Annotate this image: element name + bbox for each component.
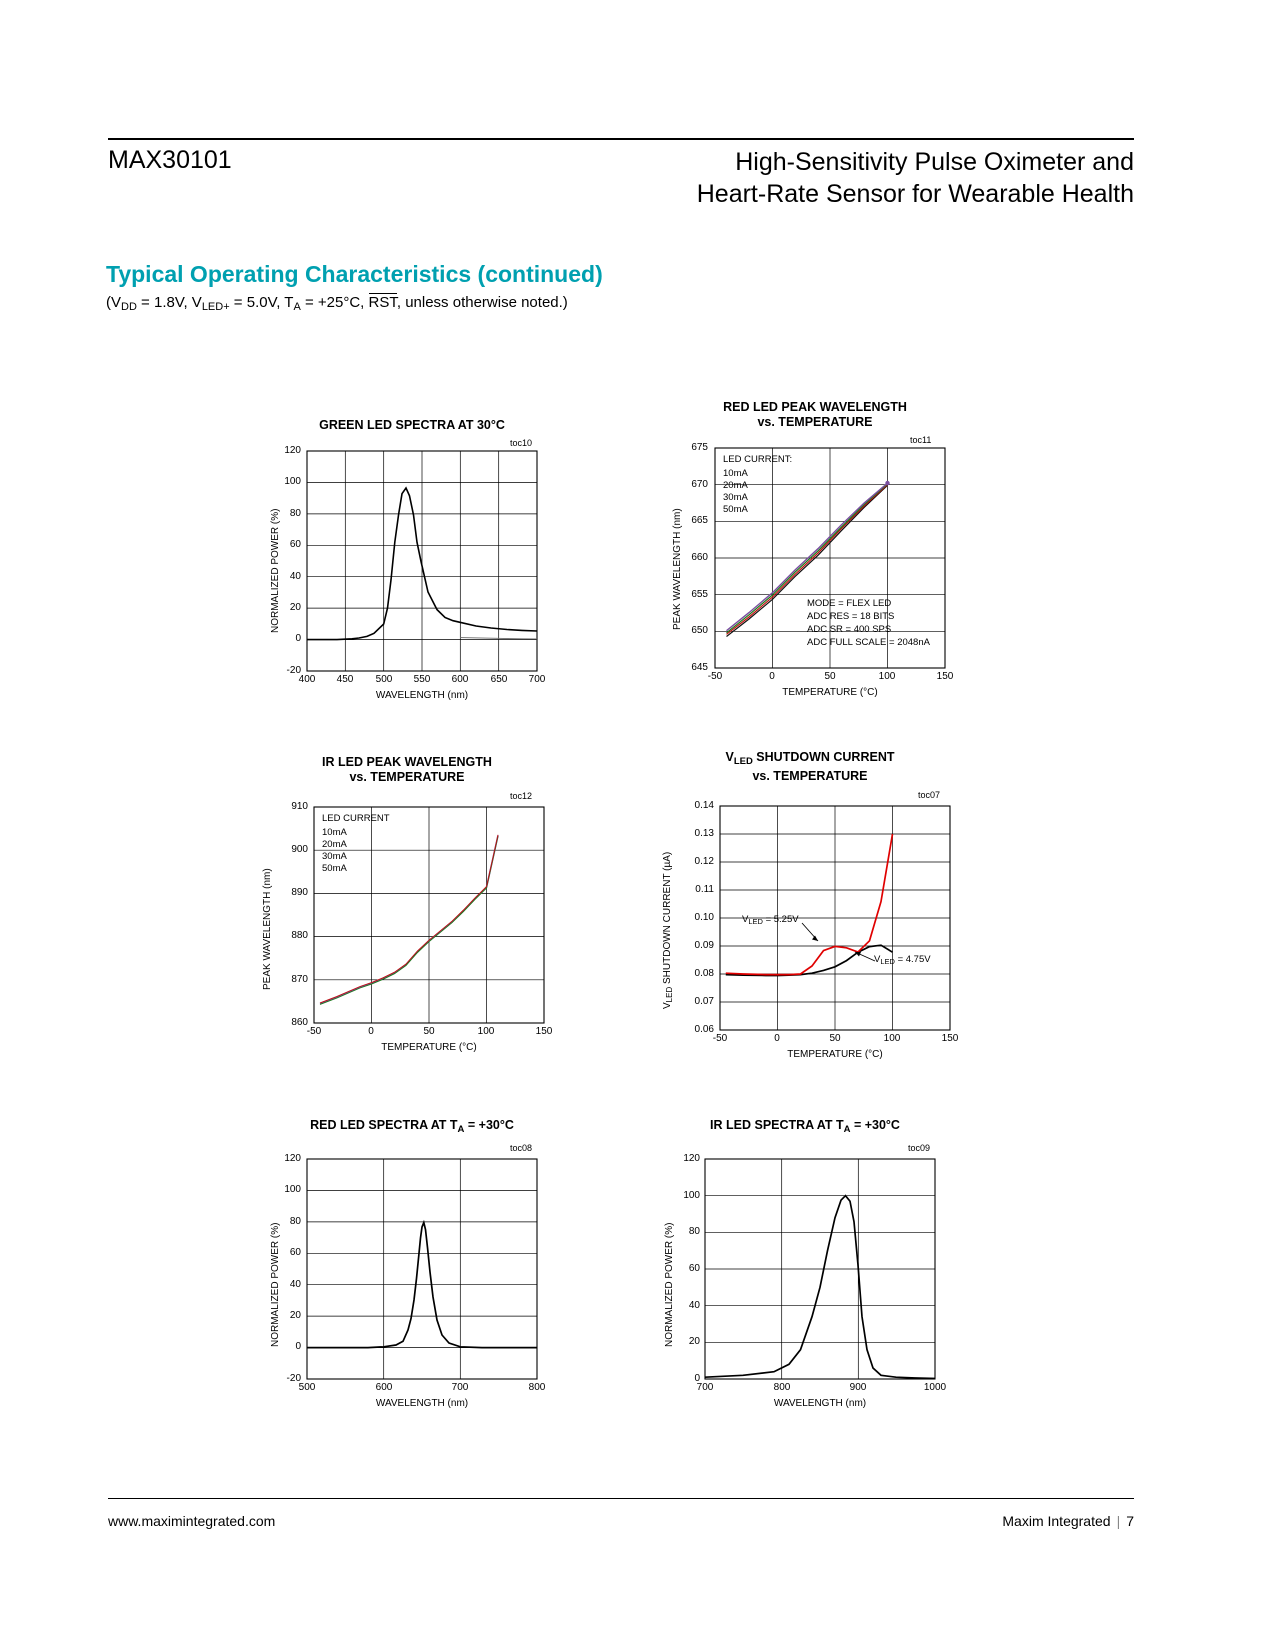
legend-item: 50mA (723, 504, 748, 515)
x-tick: 0 (368, 1026, 374, 1037)
toc-label: toc11 (910, 435, 932, 445)
section-conditions: ($V_{DD} = 1.8V$, $V_{LED+} = 5.0V$, $T_A = +25^\circ C$, RST, unless otherwise noted.) (106, 294, 568, 313)
x-axis-label: TEMPERATURE (°C) (381, 1042, 477, 1053)
x-tick: 900 (849, 1382, 867, 1393)
annotation: $V_{LED} = 4.75V$ (874, 954, 931, 966)
x-tick: 0 (769, 671, 775, 682)
y-tick: 40 (289, 571, 301, 582)
chart-ir-led-spectra (650, 1118, 960, 1409)
plot-area (262, 433, 562, 683)
annotation: $V_{LED} = 5.25V$ (742, 914, 799, 926)
y-axis-label: PEAK WAVELENGTH (nm) (672, 508, 683, 630)
y-tick: 60 (289, 539, 301, 550)
annotation: ADC FULL SCALE = 2048nA (807, 637, 930, 648)
x-tick: 150 (936, 671, 954, 682)
y-axis-label: NORMALIZED POWER (%) (664, 1222, 675, 1347)
legend-title: LED CURRENT (322, 813, 390, 824)
plot-area (262, 1137, 562, 1392)
footer-separator: | (1116, 1513, 1121, 1529)
y-axis-label: PEAK WAVELENGTH (nm) (262, 868, 273, 990)
chart-vled-shutdown-current (650, 750, 970, 1060)
y-tick: 20 (289, 602, 301, 613)
footer-website[interactable]: www.maximintegrated.com (108, 1513, 276, 1529)
chart-title: IR LED SPECTRA AT $T_A = +30^\circ C$ (710, 1118, 900, 1135)
y-tick: 0.07 (694, 996, 714, 1007)
x-tick: 0 (774, 1033, 780, 1044)
annotation: ADC SR = 400 SPS (807, 624, 892, 635)
y-tick: 40 (289, 1279, 301, 1290)
y-tick: 655 (691, 589, 708, 600)
y-tick: 100 (683, 1190, 700, 1201)
x-tick: -50 (707, 671, 723, 682)
x-tick: 1000 (923, 1382, 947, 1393)
y-tick: 0 (295, 633, 301, 644)
legend-item: 20mA (723, 480, 748, 491)
y-tick: 0.12 (694, 856, 714, 867)
x-tick: 50 (824, 671, 836, 682)
document-title (697, 146, 1134, 210)
section-title: Typical Operating Characteristics (continued) (106, 261, 603, 287)
footer-company-page (1002, 1513, 1134, 1529)
x-tick: 800 (528, 1382, 546, 1393)
x-tick: 150 (941, 1033, 959, 1044)
y-tick: 0.14 (694, 800, 714, 811)
x-tick: 50 (423, 1026, 435, 1037)
chart-title (660, 400, 970, 430)
y-tick: 120 (284, 1153, 301, 1164)
y-tick: 860 (291, 1017, 308, 1028)
annotation: MODE = FLEX LED (807, 598, 892, 609)
y-tick: 0.06 (694, 1024, 714, 1035)
document-title-line2: Heart-Rate Sensor for Wearable Health (696, 180, 1134, 208)
chart-red-led-peak-wavelength (660, 400, 970, 698)
chart-title-line1: IR LED PEAK WAVELENGTH (322, 755, 492, 769)
x-tick: 650 (490, 674, 508, 685)
y-tick: 870 (291, 974, 308, 985)
chart-title (650, 750, 970, 784)
chart-ir-led-peak-wavelength (252, 755, 562, 1053)
chart-red-led-spectra (262, 1118, 562, 1409)
toc-label: toc08 (510, 1143, 533, 1153)
y-tick: 60 (289, 1247, 301, 1258)
x-axis-label: WAVELENGTH (nm) (375, 1398, 469, 1409)
part-number: MAX30101 (108, 146, 232, 174)
x-tick: 450 (336, 674, 354, 685)
y-tick: 650 (691, 625, 708, 636)
legend-item: 30mA (723, 492, 748, 503)
y-tick: 910 (291, 801, 308, 812)
y-tick: 20 (688, 1336, 700, 1347)
y-tick: 100 (284, 1184, 301, 1195)
y-tick: 40 (688, 1300, 700, 1311)
chart-title: GREEN LED SPECTRA AT 30°C (319, 418, 505, 432)
y-axis-label: NORMALIZED POWER (%) (270, 1222, 281, 1347)
toc-label: toc10 (510, 438, 533, 448)
y-tick: 665 (691, 515, 708, 526)
chart-title-line1: RED LED PEAK WAVELENGTH (723, 400, 907, 414)
plot-area (252, 785, 562, 1035)
x-tick: 500 (375, 674, 393, 685)
annotation: ADC RES = 18 BITS (807, 611, 895, 622)
x-tick: 800 (773, 1382, 791, 1393)
y-axis-label: NORMALIZED POWER (%) (270, 508, 281, 633)
x-tick: 550 (413, 674, 431, 685)
y-tick: 0.13 (694, 828, 714, 839)
toc-label: toc12 (510, 791, 533, 801)
legend-item: 10mA (322, 827, 347, 838)
legend-title: LED CURRENT: (723, 454, 793, 465)
y-tick: 100 (284, 476, 301, 487)
x-tick: 700 (696, 1382, 714, 1393)
y-tick: 670 (691, 479, 708, 490)
x-tick: 700 (451, 1382, 469, 1393)
x-tick: 400 (298, 674, 316, 685)
x-axis-label: TEMPERATURE (°C) (782, 687, 878, 698)
footer-rule (108, 1498, 1134, 1499)
y-tick: 880 (291, 930, 308, 941)
y-tick: 80 (688, 1226, 700, 1237)
x-tick: 50 (829, 1033, 841, 1044)
document-title-line1: High-Sensitivity Pulse Oximeter and (735, 148, 1134, 176)
y-tick: 80 (289, 1216, 301, 1227)
y-tick: 20 (289, 1310, 301, 1321)
y-tick: 80 (289, 508, 301, 519)
legend-item: 20mA (322, 839, 347, 850)
chart-title-line2: vs. TEMPERATURE (349, 770, 465, 784)
y-tick: -20 (286, 665, 301, 676)
y-tick: 0.11 (695, 884, 714, 895)
y-tick: 890 (291, 887, 308, 898)
y-tick: -20 (286, 1373, 301, 1384)
footer-company: Maxim Integrated (1002, 1513, 1111, 1529)
x-axis-label: WAVELENGTH (nm) (375, 690, 469, 701)
x-tick: 100 (883, 1033, 901, 1044)
x-tick: 600 (451, 674, 469, 685)
chart-title (252, 755, 562, 785)
y-tick: 900 (291, 844, 308, 855)
toc-label: toc09 (908, 1143, 931, 1153)
chart-title-line2: vs. TEMPERATURE (752, 769, 868, 783)
y-axis-label: $V_{LED}$ SHUTDOWN CURRENT (µA) (662, 851, 674, 1009)
y-tick: 645 (691, 662, 708, 673)
y-tick: 660 (691, 552, 708, 563)
y-tick: 0.08 (694, 968, 714, 979)
x-tick: 500 (298, 1382, 316, 1393)
x-tick: -50 (712, 1033, 728, 1044)
x-axis-label: TEMPERATURE (°C) (787, 1049, 883, 1060)
y-tick: 0.10 (694, 912, 714, 923)
y-tick: 675 (691, 442, 708, 453)
y-tick: 60 (688, 1263, 700, 1274)
chart-title-line1: $V_{LED}$ SHUTDOWN CURRENT (725, 750, 895, 767)
footer-page-number: 7 (1126, 1513, 1134, 1529)
y-tick: 120 (683, 1153, 700, 1164)
legend-item: 30mA (322, 851, 347, 862)
y-tick: 120 (284, 445, 301, 456)
chart-green-led-spectra (262, 418, 562, 701)
x-tick: 150 (535, 1026, 553, 1037)
x-tick: 100 (878, 671, 896, 682)
chart-title-line2: vs. TEMPERATURE (757, 415, 873, 429)
toc-label: toc07 (918, 790, 941, 800)
x-axis-label: WAVELENGTH (nm) (773, 1398, 867, 1409)
x-tick: 600 (375, 1382, 393, 1393)
legend-item: 50mA (322, 863, 347, 874)
x-tick: -50 (306, 1026, 322, 1037)
y-tick: 0.09 (694, 940, 714, 951)
y-tick: 0 (694, 1373, 700, 1384)
chart-title: RED LED SPECTRA AT $T_A = +30^\circ C$ (310, 1118, 514, 1135)
x-tick: 700 (528, 674, 546, 685)
y-tick: 0 (295, 1341, 301, 1352)
legend-item: 10mA (723, 468, 748, 479)
x-tick: 100 (477, 1026, 495, 1037)
header-rule (108, 138, 1134, 140)
